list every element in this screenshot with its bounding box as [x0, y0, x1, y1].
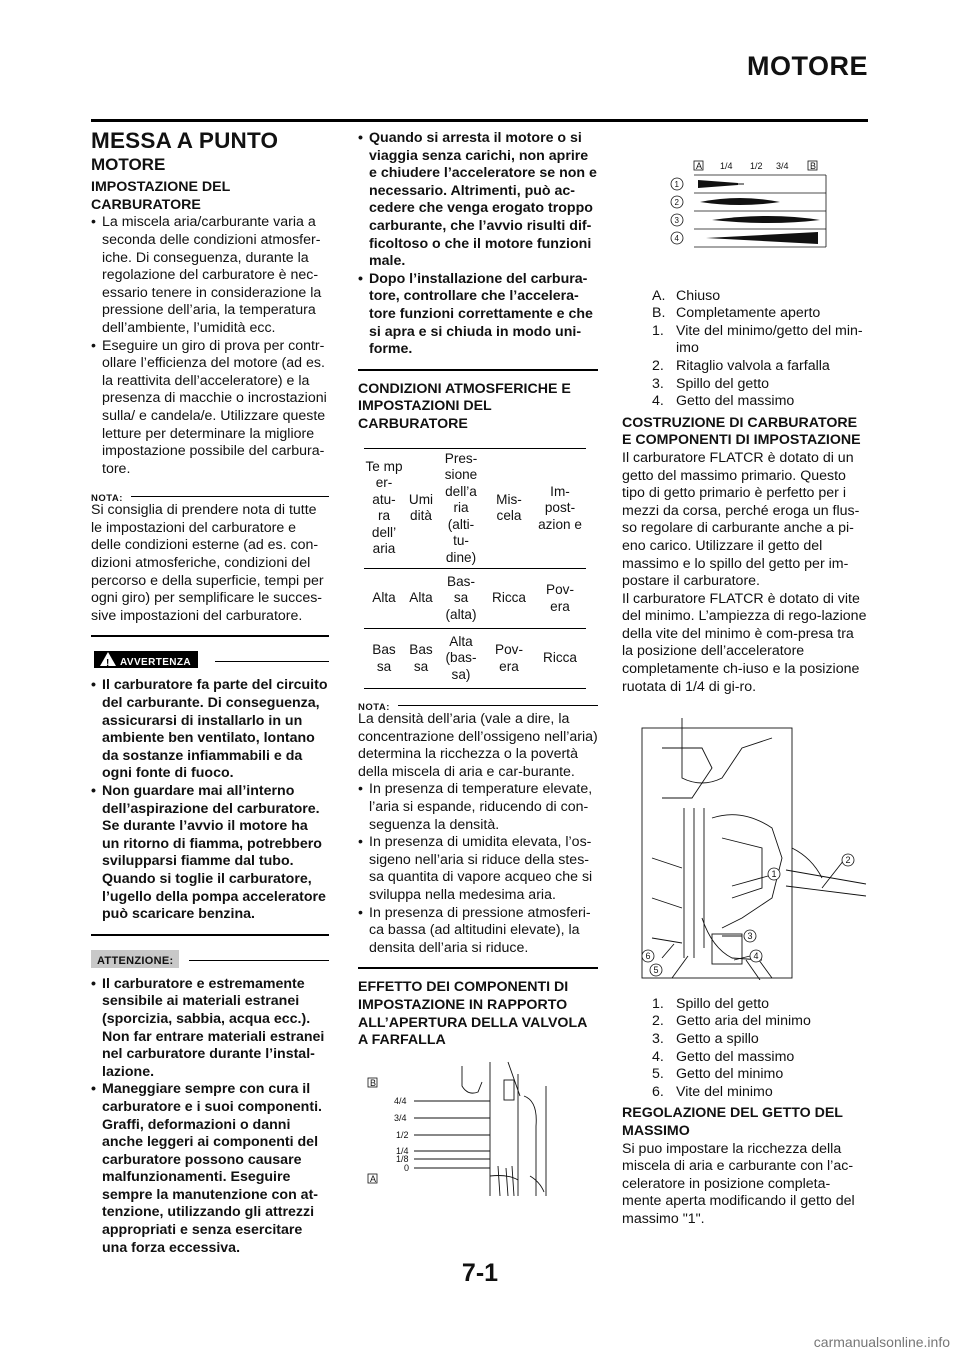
divider: [91, 635, 329, 637]
chart-label-3-4: 3/4: [776, 161, 789, 171]
table-cell: Bas sa: [364, 629, 404, 689]
chart-num-4: 4: [674, 234, 679, 243]
chart-label-b: B: [810, 161, 817, 171]
table-cell: Bas sa: [404, 629, 438, 689]
carb-num-4: 4: [753, 951, 759, 962]
section-subtitle: MOTORE: [91, 154, 166, 174]
list-item: A. Chiuso: [652, 287, 721, 304]
nota-label: NOTA:: [358, 702, 390, 713]
list-item: 3. Spillo del getto: [652, 375, 770, 392]
label-0: 0: [404, 1162, 410, 1173]
table-cell: Pov- era: [534, 569, 586, 629]
list-item: • Eseguire un giro di prova per contr-ollare l’efficienza del motore (ad es. la reattivita dell’acceleratore) e la presenza di macchie o incrostazioni sulla/ e candela/e. Utilizzare queste letture per determinare la migliore impostazione possibile del carbura-tore.: [91, 338, 329, 479]
jet-needle-chart: [620, 158, 866, 276]
attention-badge: ATTENZIONE:: [91, 950, 179, 968]
label-b: B: [370, 1077, 377, 1088]
table-cell: Alta: [364, 569, 404, 629]
list-item: • In presenza di temperature elevate, l’aria si espande, riducendo di con-seguenza la densità.: [358, 781, 598, 834]
list-item: 6. Vite del minimo: [652, 1083, 773, 1100]
section-heading-regolazione: REGOLAZIONE DEL GETTO DEL MASSIMO: [622, 1105, 843, 1139]
nota-text: La densità dell’aria (vale a dire, la concentrazione dell’ossigeno nell’aria) determina la ricchezza o la povertà della miscela di aria e car-burante.: [358, 711, 598, 780]
nota-bullets: [358, 781, 598, 957]
list-item: 5. Getto del minimo: [652, 1066, 784, 1083]
list-item: 2. Getto aria del minimo: [652, 1013, 811, 1030]
section-heading-effetto: EFFETTO DEI COMPONENTI DI IMPOSTAZIONE IN RAPPORTO ALL’APERTURA DELLA VALVOLA A FARFALLA: [358, 979, 587, 1049]
nota-label: NOTA:: [91, 493, 123, 505]
list-item: 1. Spillo del getto: [652, 995, 770, 1012]
conditions-table: [364, 448, 586, 690]
chart-label-1-2: 1/2: [750, 161, 763, 171]
list-item: 3. Getto a spillo: [652, 1031, 759, 1048]
table-row: [364, 629, 586, 689]
list-item: • In presenza di pressione atmosferi-ca bassa (ad altitudini elevate), la densita dell’aria si riduce.: [358, 905, 598, 958]
list-item: • Maneggiare sempre con cura il carburatore e i suoi componenti. Graffi, deformazioni o danni anche leggeri ai componenti del carburatore possono causare malfunzionamenti. Eseguire sempre la manutenzione con at-tenzione, utilizzando gli attrezzi appropriati e senza esercitare una forza eccessiva.: [91, 1081, 329, 1257]
list-item: 1. Vite del minimo/getto del min-imo: [652, 322, 863, 357]
table-cell: Mis- cela: [484, 448, 534, 569]
warning-bullets: [91, 677, 329, 923]
warning-icon: !: [100, 652, 116, 666]
chart-num-1: 1: [674, 180, 679, 189]
chart-num-3: 3: [674, 216, 679, 225]
list-item: • Il carburatore fa parte del circuito del carburante. Di conseguenza, assicurarsi di installarlo in un ambiente ben ventilato, lontano da sostanze infiammabili e da ogni fonte di fuoco.: [91, 677, 329, 783]
header-rule: [91, 119, 868, 122]
carb-num-1: 1: [771, 869, 777, 880]
chart-label-1-4: 1/4: [720, 161, 733, 171]
nota-header: [358, 697, 598, 711]
table-row: [364, 569, 586, 629]
nota-header: [91, 488, 329, 505]
attention-bullets: [91, 976, 329, 1258]
paragraph: Il carburatore FLATCR è dotato di vite del minimo. L’ampiezza di rego-lazione della vite del minimo è com-presa tra la posizione dell’acceleratore completamente ch-iuso e la posizione ruotata di 1/4 di gi-ro.: [622, 590, 867, 695]
column-right: [622, 130, 868, 1229]
table-cell: Te mp er- atu- ra dell’ aria: [364, 448, 404, 569]
list-item: • La miscela aria/carburante varia a seconda delle condizioni atmosfer-iche. Di conseguenza, durante la regolazione del carburatore è nec-essario tenere in considerazione la pressione dell’aria, la temperatura dell’ambiente, l’umidità ecc.: [91, 214, 329, 337]
throttle-opening-diagram: [358, 1056, 598, 1196]
carb-num-2: 2: [845, 855, 851, 866]
continued-bullets: [358, 130, 598, 359]
carburetor-legend: [652, 996, 868, 1102]
page-header-title: MOTORE: [746, 51, 868, 81]
table-cell: Ricca: [534, 629, 586, 689]
column-middle: [358, 130, 598, 1201]
table-cell: Pres- sione dell’a ria (alti- tu- dine): [438, 448, 484, 569]
divider: [358, 967, 598, 969]
paragraph: Il carburatore FLATCR è dotato di un getto del massimo primario. Questo tipo di getto primario è perfetto per i mezzi da corsa, perché eroga un flus-so regolare di carburante anche a pi-eno carico. Utilizzare il getto del massimo e lo spillo del getto per im-postare il carburatore.: [622, 449, 860, 590]
page-title: MESSA A PUNTO: [91, 128, 279, 153]
table-cell: Alta: [404, 569, 438, 629]
section-heading-costruzione: COSTRUZIONE DI CARBURATORE E COMPONENTI DI IMPOSTAZIONE: [622, 414, 861, 449]
column-left: [91, 130, 329, 1257]
site-watermark: carmanualsonline.info: [813, 1334, 950, 1351]
list-item: • Dopo l’installazione del carbura-tore, controllare che l’accelera-tore funzioni correttamente e che si apra e si chiuda in modo uni-forme.: [358, 271, 598, 359]
chart-num-2: 2: [674, 198, 679, 207]
table-cell: Pov- era: [484, 629, 534, 689]
chart-label-a: A: [696, 161, 703, 171]
divider: [91, 934, 329, 936]
list-item: • In presenza di umidita elevata, l’os-sigeno nell’aria si riduce della stes-sa quantita di vapore acqueo che si sviluppa nella medesima aria.: [358, 834, 598, 904]
carb-num-6: 6: [645, 951, 651, 962]
warning-badge: [94, 651, 198, 668]
list-item: • Non guardare mai all’interno dell’aspirazione del carburatore. Se durante l’avvio il motore ha un ritorno di fiamma, potrebbero svilupparsi fiamme dal tubo. Quando si toglie il carburatore, l’ugello della pompa acceleratore può scaricare benzina.: [91, 783, 329, 924]
chart-legend: [652, 288, 868, 411]
table-cell: Bas- sa (alta): [438, 569, 484, 629]
table-cell: Ricca: [484, 569, 534, 629]
list-item: • Quando si arresta il motore o si viaggia senza carichi, non aprire e chiudere l’acceleratore se non e necessario. Altrimenti, può ac-cedere che venga erogato troppo carburante, che l’avvio risulti dif-ficoltoso o che il motore funzioni male.: [358, 130, 598, 271]
label-3-4: 3/4: [394, 1112, 407, 1123]
list-item: • Il carburatore e estremamente sensibile ai materiali estranei (sporcizia, sabbia, acqua ecc.). Non far entrare materiali estranei nel carburatore durante l’instal-lazione.: [91, 976, 329, 1082]
list-item: 4. Getto del massimo: [652, 393, 795, 410]
label-1-2: 1/2: [396, 1129, 409, 1140]
list-item: 2. Ritaglio valvola a farfalla: [652, 357, 830, 374]
label-1-4: 1/4: [396, 1145, 409, 1156]
label-4-4: 4/4: [394, 1095, 407, 1106]
carb-num-3: 3: [747, 931, 753, 942]
table-cell: Alta (bas- sa): [438, 629, 484, 689]
list-item: B. Completamente aperto: [652, 305, 821, 322]
attention-header: [91, 950, 329, 970]
label-a: A: [370, 1173, 377, 1184]
table-cell: Umi dità: [404, 448, 438, 569]
label-1-8: 1/8: [396, 1153, 409, 1164]
table-cell: Im- post- azion e: [534, 448, 586, 569]
warning-header: [91, 651, 329, 671]
paragraph: Si puo impostare la ricchezza della miscela di aria e carburante con l’ac-celeratore in posizione completa-mente aperta modificando il getto del massimo "1".: [622, 1140, 855, 1227]
page-number: 7-1: [461, 1259, 499, 1287]
carb-num-5: 5: [653, 965, 659, 976]
intro-bullets: [91, 214, 329, 478]
section-heading-carburatore: IMPOSTAZIONE DEL CARBURATORE: [91, 179, 230, 213]
nota-text: Si consiglia di prendere nota di tutte le impostazioni del carburatore e delle condizioni esterne (ad es. con-dizioni atmosferiche, condizioni del percorso e della superficie, tempi per ogni giro) per semplificare le succes-sive impostazioni del carburatore.: [91, 502, 324, 624]
table-row: [364, 448, 586, 569]
warning-label: AVVERTENZA: [120, 657, 192, 669]
section-heading-condizioni: CONDIZIONI ATMOSFERICHE E IMPOSTAZIONI DEL CARBURATORE: [358, 380, 571, 432]
carburetor-cutaway-diagram: [622, 718, 868, 980]
list-item: 4. Getto del massimo: [652, 1048, 795, 1065]
divider: [358, 369, 598, 371]
